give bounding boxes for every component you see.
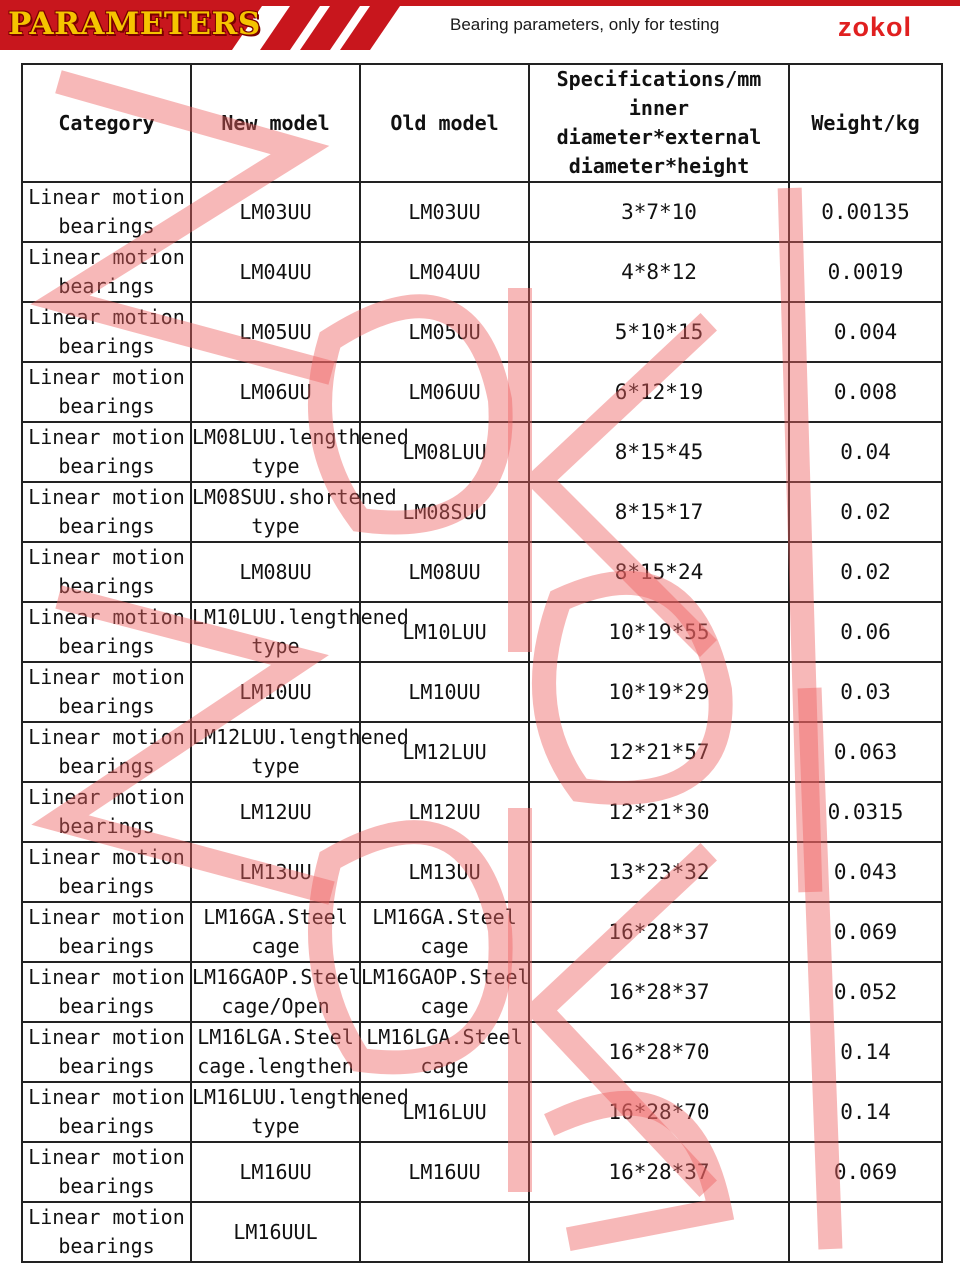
cell-weight: 0.02 <box>789 542 942 602</box>
cell-specifications: 8*15*24 <box>529 542 789 602</box>
table-row <box>22 1142 942 1202</box>
cell-specifications: 16*28*37 <box>529 902 789 962</box>
cell-specifications: 16*28*70 <box>529 1022 789 1082</box>
cell-old-model <box>360 1202 529 1262</box>
cell-category: Linear motion bearings <box>22 482 191 542</box>
cell-category: Linear motion bearings <box>22 1082 191 1142</box>
table-row <box>22 722 942 782</box>
cell-weight: 0.03 <box>789 662 942 722</box>
cell-old-model: LM13UU <box>360 842 529 902</box>
cell-old-model: LM03UU <box>360 182 529 242</box>
cell-category: Linear motion bearings <box>22 902 191 962</box>
column-header-new-model: New model <box>191 64 360 182</box>
table-row <box>22 962 942 1022</box>
column-header-weight: Weight/kg <box>789 64 942 182</box>
page-title: PARAMETERS <box>8 6 261 42</box>
table-row <box>22 842 942 902</box>
cell-category: Linear motion bearings <box>22 362 191 422</box>
cell-old-model: LM16LUU <box>360 1082 529 1142</box>
table-row <box>22 1202 942 1262</box>
cell-old-model: LM05UU <box>360 302 529 362</box>
cell-specifications: 16*28*70 <box>529 1082 789 1142</box>
table-body <box>22 182 942 1262</box>
cell-category: Linear motion bearings <box>22 782 191 842</box>
cell-old-model: LM16GAOP.Steel cage <box>360 962 529 1022</box>
cell-weight: 0.0315 <box>789 782 942 842</box>
cell-specifications: 10*19*29 <box>529 662 789 722</box>
table-row <box>22 542 942 602</box>
table-row <box>22 602 942 662</box>
cell-weight: 0.052 <box>789 962 942 1022</box>
cell-specifications: 16*28*37 <box>529 1142 789 1202</box>
cell-new-model: LM06UU <box>191 362 360 422</box>
cell-new-model: LM16LGA.Steel cage.lengthen <box>191 1022 360 1082</box>
cell-old-model: LM08LUU <box>360 422 529 482</box>
cell-new-model: LM16LUU.lengthened type <box>191 1082 360 1142</box>
cell-category: Linear motion bearings <box>22 542 191 602</box>
table-row <box>22 482 942 542</box>
cell-weight: 0.14 <box>789 1022 942 1082</box>
cell-weight <box>789 1202 942 1262</box>
cell-category: Linear motion bearings <box>22 1202 191 1262</box>
cell-category: Linear motion bearings <box>22 662 191 722</box>
cell-specifications: 10*19*55 <box>529 602 789 662</box>
cell-old-model: LM16GA.Steel cage <box>360 902 529 962</box>
cell-new-model: LM16UU <box>191 1142 360 1202</box>
cell-specifications <box>529 1202 789 1262</box>
cell-specifications: 5*10*15 <box>529 302 789 362</box>
cell-weight: 0.069 <box>789 902 942 962</box>
cell-new-model: LM13UU <box>191 842 360 902</box>
cell-old-model: LM08UU <box>360 542 529 602</box>
cell-category: Linear motion bearings <box>22 842 191 902</box>
cell-specifications: 8*15*45 <box>529 422 789 482</box>
page-header <box>0 0 960 50</box>
cell-category: Linear motion bearings <box>22 722 191 782</box>
cell-specifications: 12*21*30 <box>529 782 789 842</box>
cell-old-model: LM16LGA.Steel cage <box>360 1022 529 1082</box>
table-row <box>22 1082 942 1142</box>
page-subtitle: Bearing parameters, only for testing <box>450 15 720 34</box>
cell-new-model: LM16GAOP.Steel cage/Open <box>191 962 360 1022</box>
cell-new-model: LM12LUU.lengthened type <box>191 722 360 782</box>
cell-weight: 0.043 <box>789 842 942 902</box>
cell-category: Linear motion bearings <box>22 1142 191 1202</box>
cell-category: Linear motion bearings <box>22 962 191 1022</box>
cell-old-model: LM12LUU <box>360 722 529 782</box>
cell-old-model: LM06UU <box>360 362 529 422</box>
cell-new-model: LM04UU <box>191 242 360 302</box>
cell-weight: 0.06 <box>789 602 942 662</box>
cell-specifications: 6*12*19 <box>529 362 789 422</box>
cell-new-model: LM10LUU.lengthened type <box>191 602 360 662</box>
brand-logo: zokol <box>838 12 913 42</box>
cell-new-model: LM05UU <box>191 302 360 362</box>
cell-weight: 0.02 <box>789 482 942 542</box>
cell-weight: 0.0019 <box>789 242 942 302</box>
cell-new-model: LM16GA.Steel cage <box>191 902 360 962</box>
cell-old-model: LM08SUU <box>360 482 529 542</box>
cell-new-model: LM03UU <box>191 182 360 242</box>
cell-new-model: LM12UU <box>191 782 360 842</box>
cell-weight: 0.14 <box>789 1082 942 1142</box>
cell-specifications: 16*28*37 <box>529 962 789 1022</box>
cell-weight: 0.069 <box>789 1142 942 1202</box>
cell-old-model: LM10UU <box>360 662 529 722</box>
cell-weight: 0.00135 <box>789 182 942 242</box>
cell-category: Linear motion bearings <box>22 602 191 662</box>
table-row <box>22 422 942 482</box>
cell-old-model: LM16UU <box>360 1142 529 1202</box>
column-header-category: Category <box>22 64 191 182</box>
table-row <box>22 302 942 362</box>
cell-category: Linear motion bearings <box>22 242 191 302</box>
cell-specifications: 12*21*57 <box>529 722 789 782</box>
cell-new-model: LM08LUU.lengthened type <box>191 422 360 482</box>
cell-old-model: LM12UU <box>360 782 529 842</box>
cell-specifications: 13*23*32 <box>529 842 789 902</box>
cell-specifications: 8*15*17 <box>529 482 789 542</box>
cell-specifications: 4*8*12 <box>529 242 789 302</box>
cell-category: Linear motion bearings <box>22 1022 191 1082</box>
cell-category: Linear motion bearings <box>22 182 191 242</box>
cell-weight: 0.008 <box>789 362 942 422</box>
table-row <box>22 782 942 842</box>
cell-category: Linear motion bearings <box>22 302 191 362</box>
table-row <box>22 362 942 422</box>
table-row <box>22 242 942 302</box>
parameters-table <box>21 63 943 1263</box>
cell-new-model: LM08UU <box>191 542 360 602</box>
cell-old-model: LM10LUU <box>360 602 529 662</box>
table-row <box>22 662 942 722</box>
cell-weight: 0.063 <box>789 722 942 782</box>
cell-specifications: 3*7*10 <box>529 182 789 242</box>
column-header-old-model: Old model <box>360 64 529 182</box>
cell-new-model: LM16UUL <box>191 1202 360 1262</box>
column-header-specifications: Specifications/mm inner diameter*external diameter*height <box>529 64 789 182</box>
table-row <box>22 902 942 962</box>
cell-new-model: LM08SUU.shortened type <box>191 482 360 542</box>
table-header-row <box>22 64 942 182</box>
table-row <box>22 1022 942 1082</box>
parameters-table-container <box>21 63 943 1263</box>
cell-weight: 0.04 <box>789 422 942 482</box>
table-row <box>22 182 942 242</box>
cell-weight: 0.004 <box>789 302 942 362</box>
cell-old-model: LM04UU <box>360 242 529 302</box>
cell-category: Linear motion bearings <box>22 422 191 482</box>
cell-new-model: LM10UU <box>191 662 360 722</box>
